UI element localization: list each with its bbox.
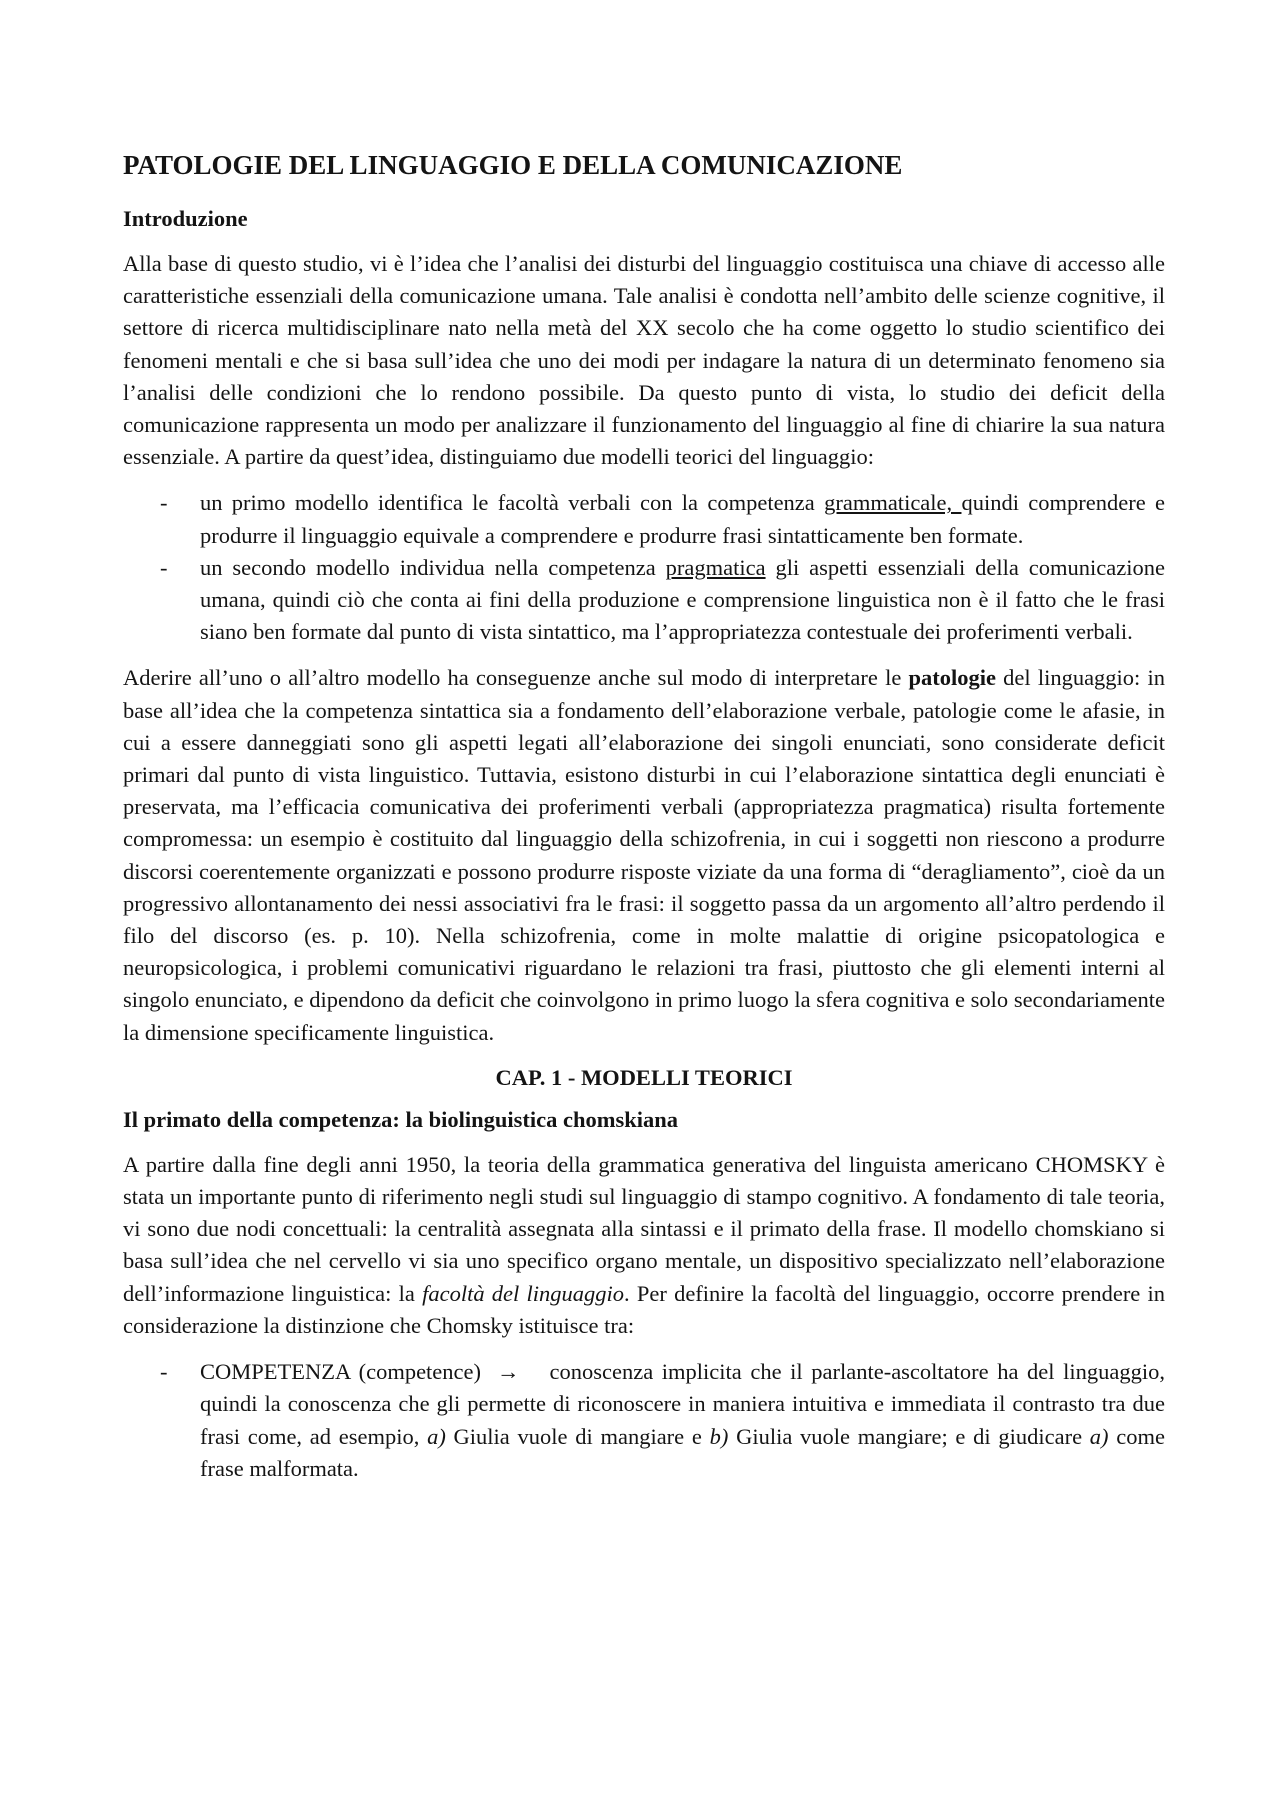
document-title: PATOLOGIE DEL LINGUAGGIO E DELLA COMUNICAZIONE [123,150,903,180]
list-dash: - [160,1359,168,1385]
list-text: gli aspetti essenziali della comunicazione umana, quindi ciò che conta ai fini della produzione e comprensione linguistica non è il fatto che le frasi siano ben formate dal punto di vista sintattico, ma l’appropriatezza contestuale dei proferimenti verbali. [200,554,1165,645]
paragraph-text: . Per definire la facoltà del linguaggio, occorre prendere in considerazione la distinzione che Chomsky istituisce tra: [123,1280,1166,1338]
list-item [123,552,1165,649]
list-text: un primo modello identifica le facoltà verbali con la competenza [200,490,825,516]
list-item [123,1356,1165,1485]
intro-paragraph-1: Alla base di questo studio, vi è l’idea che l’analisi dei disturbi del linguaggio costituisca una chiave di accesso alle caratteristiche essenziali della comunicazione umana. Tale analisi è condotta nell’ambito delle scienze cognitive, il settore di ricerca multidisciplinare nato nella metà del XX secolo che ha come oggetto lo studio scientifico dei fenomeni mentali e che si basa sull’idea che uno dei modi per indagare la natura di un determinato fenomeno sia l’analisi delle condizioni che lo rendono possibile. Da questo punto di vista, lo studio dei deficit della comunicazione rappresenta un modo per analizzare il funzionamento del linguaggio al fine di chiarire la sua natura essenziale. A partire da quest’idea, distinguiamo due modelli teorici del linguaggio: [123,251,1165,470]
paragraph-text: A partire dalla fine degli anni 1950, la teoria della grammatica generativa del linguista americano CHOMSKY è stata un importante punto di riferimento negli studi sul linguaggio di stampo cognitivo. A fondamento di tale teoria, vi sono due nodi concettuali: la centralità assegnata alla sintassi e il primato della frase. Il modello chomskiano si basa sull’idea che nel cervello vi sia uno specifico organo mentale, un dispositivo specializzato nell’elaborazione dell’informazione linguistica: la [123,1151,1165,1306]
example-label: a) [427,1423,446,1449]
list-text: conoscenza implicita che il parlante-ascoltatore ha del linguaggio, quindi la conoscenza che gli permette di riconoscere in maniera intuitiva e immediata il contrasto tra due frasi come, ad esempio, [200,1359,1165,1449]
arrow-icon: → [497,1359,520,1385]
list-dash: - [160,490,168,516]
intro-paragraph-2 [123,662,1165,1048]
paragraph-text: del linguaggio: in base all’idea che la competenza sintattica sia a fondamento dell’elaborazione verbale, patologie come le afasie, in cui a essere danneggiati sono gli aspetti legati all’elaborazione dei singoli enunciati, sono considerate deficit primari dal punto di vista linguistico. Tuttavia, esistono disturbi in cui l’elaborazione sintattica degli enunciati è preservata, ma l’efficacia comunicativa dei proferimenti verbali (appropriatezza pragmatica) risulta fortemente compromessa: un esempio è costituito dal linguaggio della schizofrenia, in cui i soggetti non riescono a produrre discorsi coerentemente organizzati e possono produrre risposte viziate da una forma di “deragliamento”, cioè da un progressivo allontanamento dei nessi associativi fra le frasi: il soggetto passa da un argomento all’altro perdendo il filo del discorso (es. p. 10). Nella schizofrenia, come in molte malattie di origine psicopatologica e neuropsicologica, i problemi comunicativi riguardano le relazioni tra frasi, piuttosto che gli elementi interni al singolo enunciato, e dipendono da deficit che coinvolgono in primo luogo la sfera cognitiva e solo secondariamente la dimensione specificamente linguistica. [123,665,1165,1045]
models-list [123,487,1165,648]
competence-term: COMPETENZA (competence) [200,1359,482,1385]
example-label: b) [709,1423,729,1449]
chapter-heading: CAP. 1 - MODELLI TEORICI [495,1064,793,1090]
example-label: a) [1089,1423,1109,1449]
document-page [123,148,1165,1499]
list-dash: - [160,554,168,580]
underlined-term: grammaticale, [824,490,962,516]
list-text: quindi comprendere e produrre il linguaggio equivale a comprendere e produrre frasi sintatticamente ben formate. [200,490,1166,548]
list-text: Giulia vuole di mangiare e [445,1423,710,1449]
list-item [123,487,1165,551]
underlined-term: pragmatica [665,554,766,580]
list-text: come frase malformata. [200,1423,1165,1481]
section-heading: Il primato della competenza: la biolinguistica chomskiana [123,1106,679,1132]
paragraph-text: Aderire all’uno o all’altro modello ha conseguenze anche sul modo di interpretare le [123,665,909,691]
intro-heading: Introduzione [123,206,248,231]
list-text: Giulia vuole mangiare; e di giudicare [728,1423,1090,1449]
bold-term: patologie [908,665,996,691]
competence-list [123,1356,1165,1485]
chapter-paragraph [123,1149,1165,1342]
list-text: un secondo modello individua nella competenza [200,554,666,580]
italic-term: facoltà del linguaggio [422,1280,625,1306]
